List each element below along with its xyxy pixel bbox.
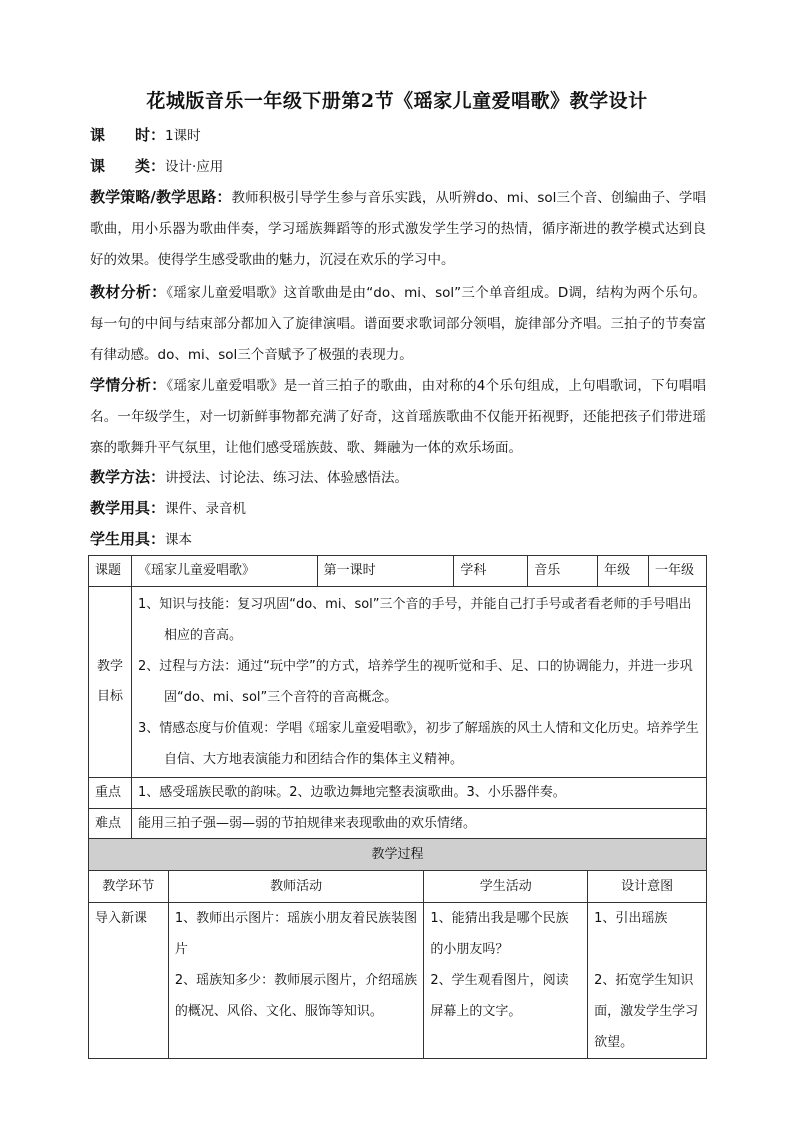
column-header: 设计意图: [588, 871, 707, 903]
design-intent-cell: [588, 903, 707, 1059]
student-tools-text: 课本: [165, 532, 193, 548]
topic-label: 课题: [89, 556, 132, 587]
goals-label: [89, 587, 132, 778]
process-header: 教学过程: [89, 839, 707, 871]
type-line: [90, 151, 706, 183]
learner-label: 学情分析：: [90, 376, 167, 394]
topic-row: [89, 556, 707, 587]
methods-label: 教学方法：: [90, 468, 166, 486]
subject-value: 音乐: [528, 556, 598, 587]
difficult-label: 难点: [89, 809, 132, 840]
period-label: 课 时：: [90, 126, 166, 144]
student-tools-label: 学生用具：: [90, 530, 166, 548]
student-activity-cell: [424, 903, 588, 1059]
process-header-row: [89, 839, 707, 871]
goals-label-line-1: 教学: [96, 659, 123, 674]
goals-content: [131, 587, 706, 778]
goals-label-line-2: 目标: [96, 689, 123, 704]
document-title: 花城版音乐一年级下册第2节《瑶家儿童爱唱歌》教学设计: [146, 90, 648, 112]
strategy-paragraph: [90, 182, 706, 276]
tools-label: 教学用具：: [90, 499, 166, 517]
key-row: [89, 778, 707, 809]
learner-text: 《瑶家儿童爱唱歌》是一首三拍子的歌曲，由对称的4个乐句组成，上句唱歌词，下句唱唱名。一年级学生，对一切新鲜事物都充满了好奇，这首瑶族歌曲不仅能开拓视野，还能把孩子们带进瑶寨的歌舞升平气氛里，让他们感受瑶族鼓、歌、舞融为一体的欢乐场面。: [90, 378, 706, 456]
methods-line: [90, 462, 706, 494]
period-line: [90, 120, 706, 152]
teaching-process-table: [88, 838, 707, 1059]
key-value: 1、感受瑶族民歌的韵味。2、边歌边舞地完整表演歌曲。3、小乐器伴奏。: [131, 778, 706, 809]
goal-item: 2、过程与方法：通过“玩中学”的方式，培养学生的视听觉和手、足、口的协调能力，并进一步巩固“do、mi、sol”三个音符的音高概念。: [137, 659, 693, 705]
difficult-row: [89, 809, 707, 840]
column-header: 教学环节: [89, 871, 169, 903]
type-value: 设计·应用: [165, 159, 224, 175]
process-row: [89, 903, 707, 1059]
goal-item: 1、知识与技能：复习巩固“do、mi、sol”三个音的手号，并能自己打手号或者看老师的手号唱出相应的音高。: [137, 597, 692, 643]
design-intent-item: 2、拓宽学生知识面，激发学生学习欲望。: [594, 973, 699, 1050]
goal-item: 3、情感态度与价值观：学唱《瑶家儿童爱唱歌》，初步了解瑶族的风土人情和文化历史。培养学生自信、大方地表演能力和团结合作的集体主义精神。: [137, 721, 699, 767]
learner-paragraph: [90, 370, 706, 464]
tools-text: 课件、录音机: [165, 501, 247, 517]
key-label: 重点: [89, 778, 132, 809]
grade-label: 年级: [598, 556, 649, 587]
period-value: 1课时: [165, 128, 201, 144]
spacer: [594, 934, 700, 965]
stage-cell: 导入新课: [89, 903, 169, 1059]
column-header: 学生活动: [424, 871, 588, 903]
strategy-label: 教学策略/教学思路：: [90, 188, 232, 206]
type-label: 课 类：: [90, 157, 166, 175]
topic-value: 《瑶家儿童爱唱歌》: [131, 556, 317, 587]
goals-row: [89, 587, 707, 778]
methods-text: 讲授法、讨论法、练习法、体验感悟法。: [165, 470, 409, 486]
tools-line: [90, 493, 706, 525]
teacher-activity-cell: [168, 903, 424, 1059]
difficult-value: 能用三拍子强—弱—弱的节拍规律来表现歌曲的欢乐情绪。: [131, 809, 706, 840]
student-tools-line: [90, 524, 706, 556]
material-text: 《瑶家儿童爱唱歌》这首歌曲是由“do、mi、sol”三个单音组成。D调，结构为两个乐句。每一句的中间与结束部分都加入了旋律演唱。谱面要求歌词部分领唱，旋律部分齐唱。三拍子的节奏富有律动感。do、mi、sol三个音赋予了极强的表现力。: [90, 285, 706, 363]
student-activity-item: 1、能猜出我是哪个民族的小朋友吗？: [430, 911, 569, 957]
lesson-value: 第一课时: [317, 556, 454, 587]
subject-label: 学科: [454, 556, 528, 587]
teacher-activity-item: 1、教师出示图片：瑶族小朋友着民族装图片: [174, 911, 418, 957]
grade-value: 一年级: [649, 556, 707, 587]
teacher-activity-item: 2、瑶族知多少：教师展示图片，介绍瑶族的概况、风俗、文化、服饰等知识。: [174, 973, 418, 1019]
student-activity-item: 2、学生观看图片，阅读屏幕上的文字。: [430, 973, 569, 1019]
material-paragraph: [90, 277, 706, 371]
process-columns-row: [89, 871, 707, 903]
strategy-text: 教师积极引导学生参与音乐实践，从听辨do、mi、sol三个音、创编曲子、学唱歌曲，用小乐器为歌曲伴奏，学习瑶族舞蹈等的形式激发学生学习的热情，循序渐进的教学模式达到良好的效果。使得学生感受歌曲的魅力，沉浸在欢乐的学习中。: [90, 190, 706, 268]
column-header: 教师活动: [168, 871, 424, 903]
lesson-info-table: [88, 555, 707, 840]
material-label: 教材分析：: [90, 283, 167, 301]
design-intent-item: 1、引出瑶族: [594, 911, 668, 926]
